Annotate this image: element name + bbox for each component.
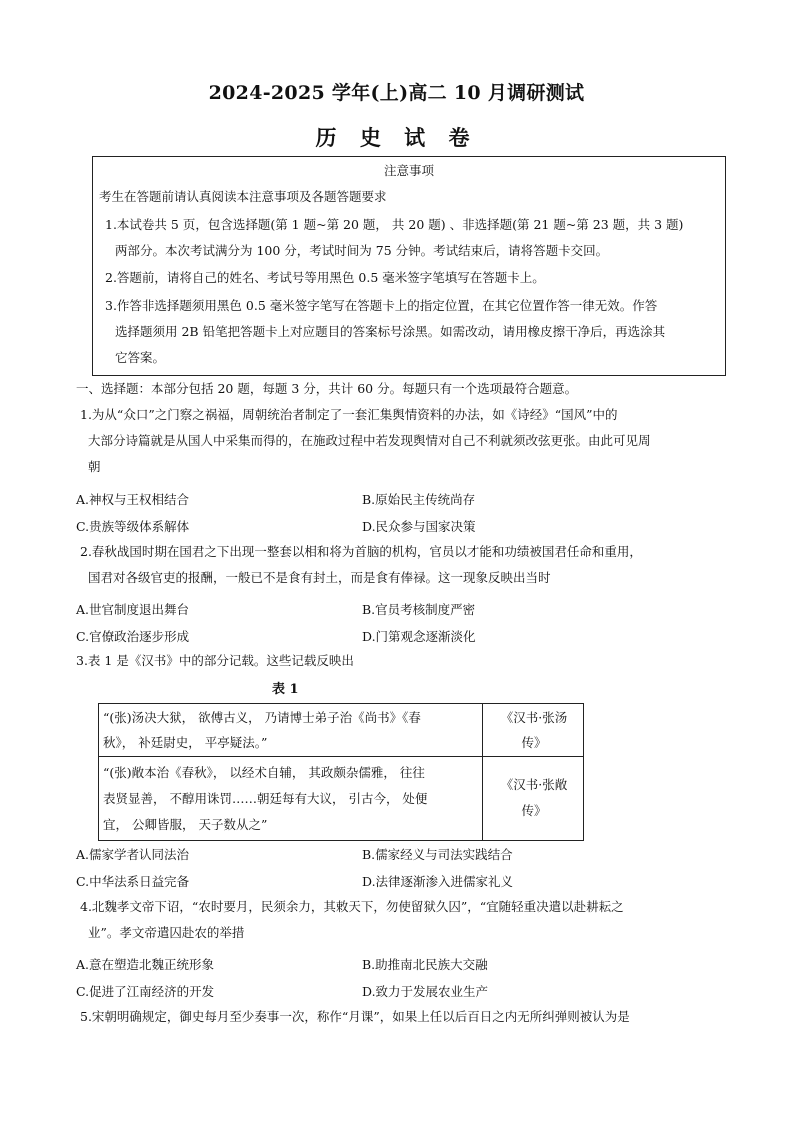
q4-option-c: C.促进了江南经济的开发	[76, 984, 215, 999]
q3-option-a: A.儒家学者认同法治	[76, 847, 190, 862]
notice-item-3-line-3: 它答案。	[115, 350, 166, 365]
han-shu-table	[98, 703, 584, 841]
q3-stem: 3.表 1 是《汉书》中的部分记载。这些记载反映出	[76, 653, 354, 668]
q4-option-a: A.意在塑造北魏正统形象	[76, 957, 215, 972]
q1-option-b: B.原始民主传统尚存	[362, 492, 476, 507]
q2-stem-line-1: 2.春秋战国时期在国君之下出现一整套以相和将为首脑的机构，官员以才能和功绩被国君任命和重用，	[80, 544, 642, 559]
q1-stem-line-3: 朝	[88, 459, 101, 474]
table-row	[99, 756, 583, 841]
q1-option-d: D.民众参与国家决策	[362, 519, 476, 534]
q4-stem-line-2: 业”。孝文帝遣囚赴农的举措	[88, 925, 245, 940]
q5-stem-line-1: 5.宋朝明确规定，御史每月至少奏事一次，称作“月课”，如果上任以后百日之内无所纠弹则被认为是	[80, 1009, 630, 1024]
q2-option-b: B.官员考核制度严密	[362, 602, 476, 617]
q3-option-d: D.法律逐渐渗入进儒家礼义	[362, 874, 514, 889]
q2-option-d: D.门第观念逐渐淡化	[362, 629, 476, 644]
q2-option-a: A.世官制度退出舞台	[76, 602, 190, 617]
exam-title: 2024-2025 学年(上)高二 10 月调研测试	[208, 82, 585, 104]
table-row-2-source-line-2: 传》	[521, 803, 547, 818]
q1-option-c: C.贵族等级体系解体	[76, 519, 190, 534]
notice-item-1-line-2: 两部分。本次考试满分为 100 分，考试时间为 75 分钟。考试结束后，请将答题卡交回。	[115, 243, 609, 258]
table-row	[99, 704, 583, 757]
table-row-2-quote-line-2: 表贤显善， 不醇用诛罚……朝廷每有大议， 引古今， 处便	[103, 791, 428, 806]
table-row-2-quote-line-3: 宜， 公卿皆服， 天子数从之”	[103, 817, 268, 832]
q1-option-a: A.神权与王权相结合	[76, 492, 190, 507]
notice-box	[92, 156, 726, 376]
q3-option-b: B.儒家经义与司法实践结合	[362, 847, 513, 862]
q3-option-c: C.中华法系日益完备	[76, 874, 190, 889]
table-row-1-quote-line-2: 秋》， 补廷尉史， 平亭疑法。”	[103, 735, 268, 750]
table-caption: 表 1	[272, 682, 299, 697]
notice-item-3-line-1: 3.作答非选择题须用黑色 0.5 毫米签字笔写在答题卡上的指定位置，在其它位置作答一律无效。作答	[105, 298, 658, 313]
table-row-1-quote-line-1: “(张)汤决大狱， 欲傅古义， 乃请博士弟子治《尚书》《春	[103, 710, 421, 725]
table-row-2-source-line-1: 《汉书·张敞	[500, 777, 568, 792]
notice-heading: 注意事项	[383, 163, 434, 178]
q1-stem-line-2: 大部分诗篇就是从国人中采集而得的，在施政过程中若发现舆情对自己不利就须改弦更张。由此可见周	[88, 433, 651, 448]
notice-intro: 考生在答题前请认真阅读本注意事项及各题答题要求	[99, 189, 387, 204]
table-row-1-source-line-2: 传》	[521, 735, 547, 750]
q1-stem-line-1: 1.为从“众口”之门察之祸福，周朝统治者制定了一套汇集舆情资料的办法，如《诗经》“国风”中的	[80, 407, 618, 422]
q2-option-c: C.官僚政治逐步形成	[76, 629, 190, 644]
q4-stem-line-1: 4.北魏孝文帝下诏，“农时要月，民须余力，其敕天下，勿使留狱久囚”，“宜随轻重决遣以赴耕耘之	[80, 899, 624, 914]
notice-item-2: 2.答题前，请将自己的姓名、考试号等用黑色 0.5 毫米签字笔填写在答题卡上。	[105, 270, 545, 285]
section-heading: 一、选择题：本部分包括 20 题，每题 3 分，共计 60 分。每题只有一个选项最符合题意。	[76, 381, 578, 396]
notice-item-3-line-2: 选择题须用 2B 铅笔把答题卡上对应题目的答案标号涂黑。如需改动，请用橡皮擦干净后，再选涂其	[115, 324, 666, 339]
table-row-1-source-line-1: 《汉书·张汤	[500, 710, 568, 725]
notice-item-1-line-1: 1.本试卷共 5 页，包含选择题(第 1 题~第 20 题， 共 20 题) 、非选择题(第 21 题~第 23 题，共 3 题)	[105, 217, 684, 232]
q4-option-d: D.致力于发展农业生产	[362, 984, 489, 999]
exam-subtitle: 历 史 试 卷	[315, 125, 478, 150]
q4-option-b: B.助推南北民族大交融	[362, 957, 488, 972]
q2-stem-line-2: 国君对各级官吏的报酬，一般已不是食有封土，而是食有俸禄。这一现象反映出当时	[88, 570, 551, 585]
table-row-2-quote-line-1: “(张)敞本治《春秋》， 以经术自辅， 其政颇杂儒雅， 往往	[103, 765, 425, 780]
